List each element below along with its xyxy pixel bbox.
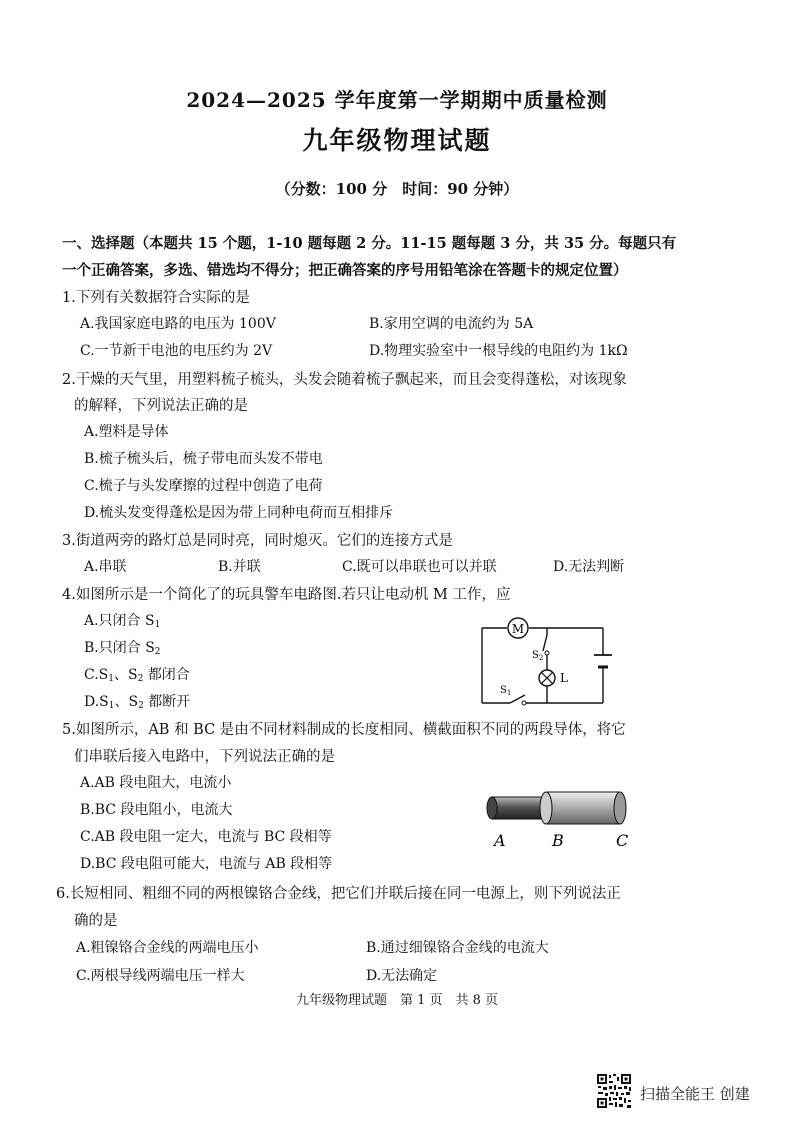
q4-option-c: $C.S_1$、$S_2$ 都闭合 <box>84 667 190 684</box>
q5-option-d: D.BC 段电阻可能大，电流与 AB 段相等 <box>80 856 333 872</box>
conductor-bc <box>546 792 620 824</box>
switch-s2-label: $S_2$ <box>532 650 544 662</box>
q2-option-c: C.梳子与头发摩擦的过程中创造了电荷 <box>84 478 323 494</box>
exam-title: 2024—2025 学年度第一学期期中质量检测 <box>186 88 608 112</box>
q4-option-a: A.只闭合 $S_1$ <box>84 613 161 630</box>
lamp-label: L <box>560 671 568 685</box>
q4-option-b: B.只闭合 $S_2$ <box>84 640 161 657</box>
q1-option-a: A.我国家庭电路的电压为 100V <box>80 316 276 332</box>
q2-option-a: A.塑料是导体 <box>84 424 169 440</box>
qr-code-icon <box>596 1073 632 1109</box>
scanner-watermark: 扫描全能王 创建 <box>640 1085 750 1103</box>
q5-option-c: C.AB 段电阻一定大，电流与 BC 段相等 <box>80 829 332 845</box>
q4-circuit-diagram <box>470 615 620 710</box>
label-c: C <box>616 831 629 850</box>
q2-option-b: B.梳子梳头后，梳子带电而头发不带电 <box>84 451 323 467</box>
q3-option-c: C.既可以串联也可以并联 <box>342 559 497 575</box>
q1-option-c: C.一节新干电池的电压约为 2V <box>80 343 273 359</box>
q3-option-d: D.无法判断 <box>553 559 625 575</box>
q2-stem-line-2: 的解释，下列说法正确的是 <box>74 398 248 414</box>
q6-option-d: D.无法确定 <box>366 968 438 984</box>
section-intro-line-2: 一个正确答案，多选、错选均不得分；把正确答案的序号用铅笔涂在答题卡的规定位置） <box>62 262 628 279</box>
q6-option-b: B.通过细镍铬合金线的电流大 <box>366 940 549 956</box>
q6-option-c: C.两根导线两端电压一样大 <box>76 968 245 984</box>
q5-stem-line-1: 5.如图所示，AB 和 BC 是由不同材料制成的长度相同、横截面积不同的两段导体，将它 <box>62 722 626 738</box>
q5-option-a: A.AB 段电阻大，电流小 <box>80 775 232 791</box>
switch-s1-label: $S_1$ <box>500 685 512 697</box>
q1-stem: 1.下列有关数据符合实际的是 <box>62 290 250 306</box>
exam-subject-title: 九年级物理试题 <box>302 126 492 155</box>
q2-option-d: D.梳头发变得蓬松是因为带上同种电荷而互相排斥 <box>84 505 394 521</box>
q6-stem-line-2: 确的是 <box>74 913 118 929</box>
q3-stem: 3.街道两旁的路灯总是同时亮，同时熄灭。它们的连接方式是 <box>62 533 453 549</box>
q2-stem-line-1: 2.干燥的天气里，用塑料梳子梳头，头发会随着梳子飘起来，而且会变得蓬松，对该现象 <box>62 372 627 388</box>
switch-s1-contact <box>522 701 526 705</box>
q1-option-b: B.家用空调的电流约为 5A <box>369 316 534 332</box>
section-intro-line-1: 一、选择题（本题共 15 个题，1-10 题每题 2 分。11-15 题每题 3 分，共 35 分。每题只有 <box>62 235 677 252</box>
motor-label: M <box>511 622 525 636</box>
q5-stem-line-2: 们串联后接入电路中，下列说法正确的是 <box>74 749 335 765</box>
page-footer: 九年级物理试题 第 1 页 共 8 页 <box>295 993 499 1008</box>
q3-option-b: B.并联 <box>218 559 261 575</box>
score-time-info: （分数：100 分 时间：90 分钟） <box>275 180 519 198</box>
label-a: A <box>494 831 506 850</box>
q6-option-a: A.粗镍铬合金线的两端电压小 <box>76 940 259 956</box>
q4-stem: 4.如图所示是一个简化了的玩具警车电路图.若只让电动机 M 工作，应 <box>62 587 511 603</box>
q5-option-b: B.BC 段电阻小，电流大 <box>80 802 233 818</box>
q6-stem-line-1: 6.长短相同、粗细不同的两根镍铬合金线，把它们并联后接在同一电源上，则下列说法正 <box>56 886 621 902</box>
q5-conductor-diagram <box>480 786 640 854</box>
q3-option-a: A.串联 <box>84 559 127 575</box>
q1-option-d: D.物理实验室中一根导线的电阻约为 1kΩ <box>369 343 628 359</box>
label-b: B <box>552 831 564 850</box>
switch-s2-contact <box>545 651 549 655</box>
q4-option-d: $D.S_1$、$S_2$ 都断开 <box>84 694 191 711</box>
